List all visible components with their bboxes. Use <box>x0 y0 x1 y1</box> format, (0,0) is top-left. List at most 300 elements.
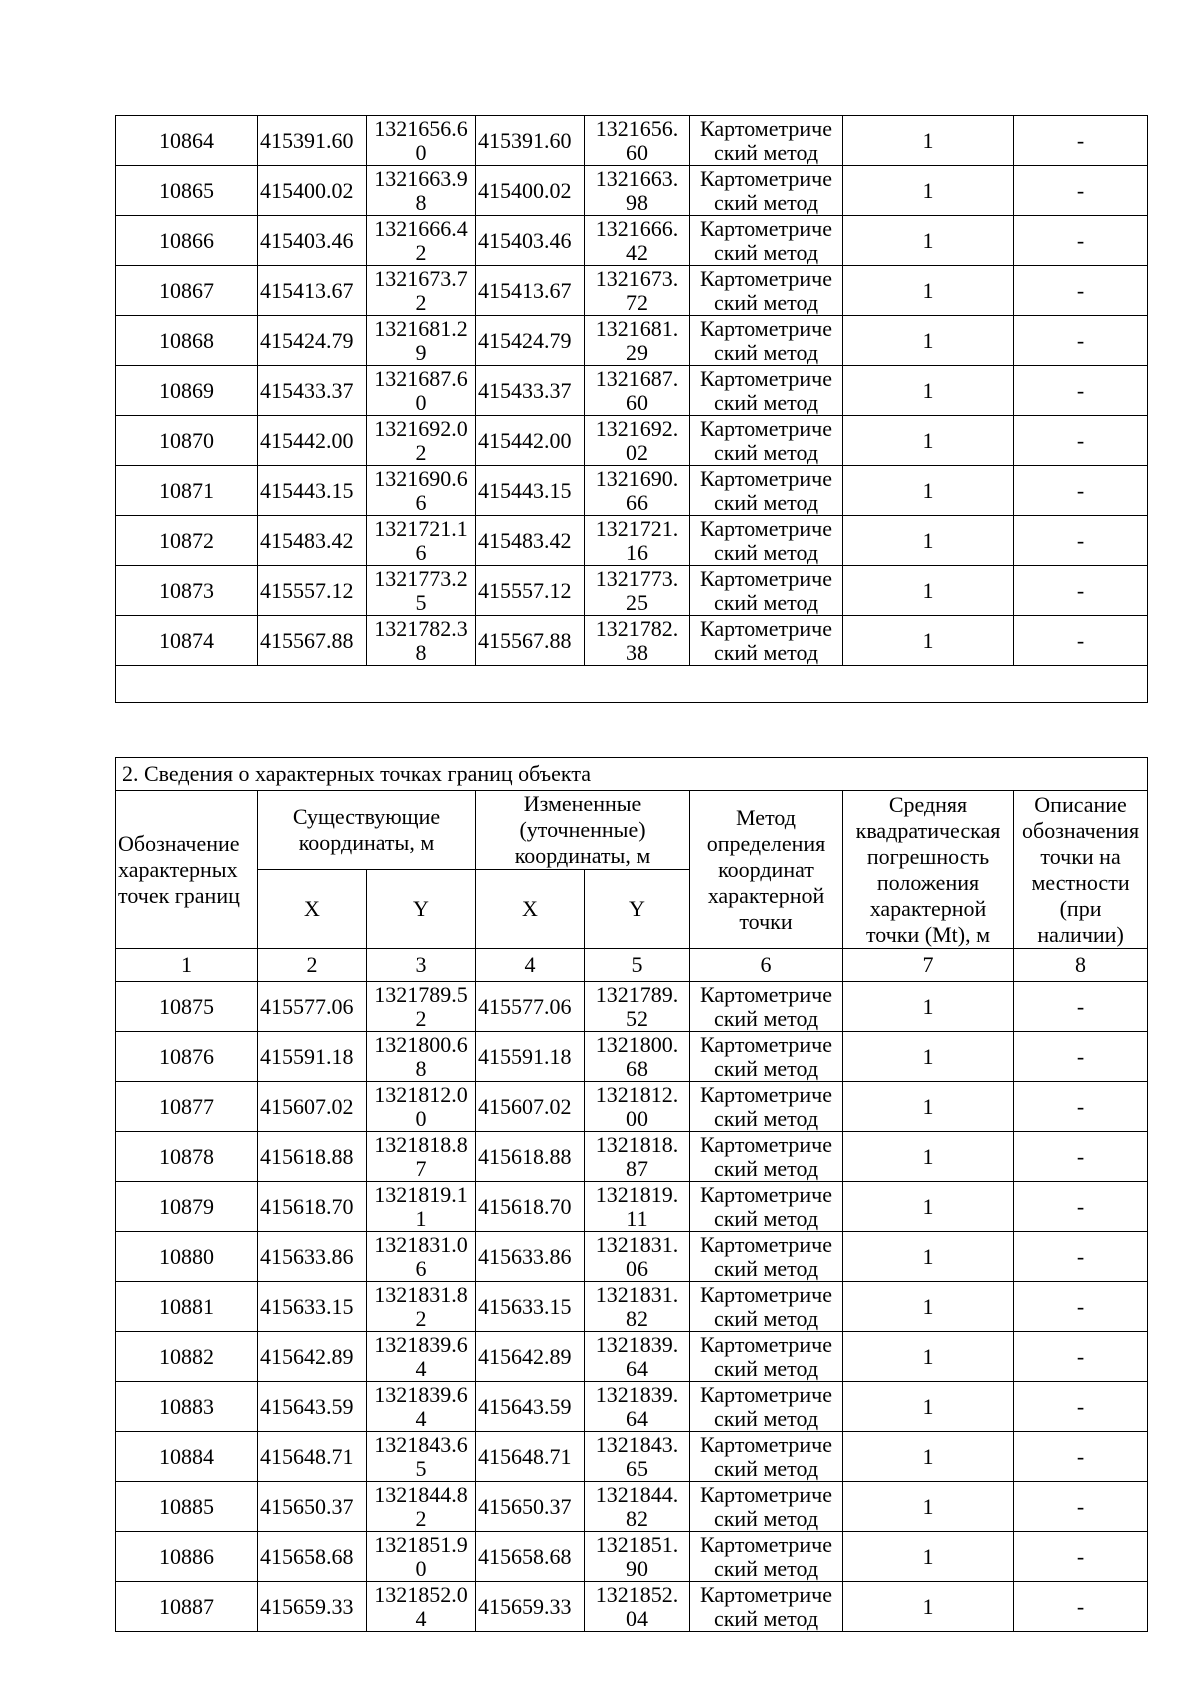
method-line1: Картометриче <box>700 465 832 491</box>
table-row <box>116 1232 1148 1282</box>
table-row <box>116 616 1148 666</box>
changed-y-line1: 1321789. <box>595 981 679 1007</box>
method-line1: Картометриче <box>700 1031 832 1057</box>
description: - <box>1014 616 1148 666</box>
point-id: 10870 <box>116 416 258 466</box>
changed-x: 415424.79 <box>476 316 585 366</box>
changed-y-line1: 1321782. <box>595 615 679 641</box>
table-row <box>116 316 1148 366</box>
existing-y-line2: 2 <box>415 1505 427 1531</box>
changed-x: 415443.15 <box>476 466 585 516</box>
changed-x: 415442.00 <box>476 416 585 466</box>
method-line2: ский метод <box>713 589 819 615</box>
changed-y-line1: 1321692. <box>595 415 679 441</box>
changed-y <box>585 1532 690 1582</box>
table-row <box>116 982 1148 1032</box>
mean-error: 1 <box>843 616 1014 666</box>
changed-y <box>585 1382 690 1432</box>
changed-y-line1: 1321819. <box>595 1181 679 1207</box>
header-existing-y: Y <box>367 870 476 949</box>
changed-y <box>585 166 690 216</box>
existing-y-line1: 1321690.6 <box>374 465 468 491</box>
header-existing-x: X <box>258 870 367 949</box>
header-point-designation: Обозначение характерных точек границ <box>116 791 258 949</box>
column-number: 1 <box>116 949 258 982</box>
existing-y-line2: 0 <box>415 139 427 165</box>
table-row <box>116 1182 1148 1232</box>
changed-y-line1: 1321800. <box>595 1031 679 1057</box>
existing-y-line1: 1321831.0 <box>374 1231 468 1257</box>
changed-y-line1: 1321839. <box>595 1331 679 1357</box>
existing-y <box>367 1532 476 1582</box>
method <box>690 1432 843 1482</box>
column-number: 2 <box>258 949 367 982</box>
existing-x: 415567.88 <box>258 616 367 666</box>
table-row <box>116 1432 1148 1482</box>
table-row <box>116 1282 1148 1332</box>
mean-error: 1 <box>843 1432 1014 1482</box>
existing-x: 415442.00 <box>258 416 367 466</box>
changed-x: 415650.37 <box>476 1482 585 1532</box>
method-line2: ский метод <box>713 489 819 515</box>
point-id: 10869 <box>116 366 258 416</box>
point-id: 10871 <box>116 466 258 516</box>
existing-x: 415443.15 <box>258 466 367 516</box>
changed-y <box>585 982 690 1032</box>
changed-x: 415642.89 <box>476 1332 585 1382</box>
mean-error: 1 <box>843 1132 1014 1182</box>
existing-y-line1: 1321819.1 <box>374 1181 468 1207</box>
column-number: 7 <box>843 949 1014 982</box>
point-id: 10866 <box>116 216 258 266</box>
changed-y-line2: 65 <box>626 1455 648 1481</box>
existing-y-line2: 2 <box>415 239 427 265</box>
changed-x: 415658.68 <box>476 1532 585 1582</box>
header-changed-coordinates: Измененные (уточненные) координаты, м <box>476 791 690 870</box>
changed-y-line2: 16 <box>626 539 648 565</box>
existing-x: 415403.46 <box>258 216 367 266</box>
changed-y-line1: 1321839. <box>595 1381 679 1407</box>
method-line2: ский метод <box>713 239 819 265</box>
method <box>690 1032 843 1082</box>
description: - <box>1014 1282 1148 1332</box>
point-id: 10873 <box>116 566 258 616</box>
existing-y <box>367 216 476 266</box>
point-id: 10881 <box>116 1282 258 1332</box>
mean-error: 1 <box>843 466 1014 516</box>
changed-y-line1: 1321812. <box>595 1081 679 1107</box>
existing-x: 415648.71 <box>258 1432 367 1482</box>
point-id: 10875 <box>116 982 258 1032</box>
changed-x: 415557.12 <box>476 566 585 616</box>
method <box>690 1532 843 1582</box>
existing-x: 415659.33 <box>258 1582 367 1632</box>
description: - <box>1014 266 1148 316</box>
description: - <box>1014 1132 1148 1182</box>
changed-y-line1: 1321851. <box>595 1531 679 1557</box>
existing-x: 415433.37 <box>258 366 367 416</box>
table-row <box>116 1582 1148 1632</box>
column-number: 5 <box>585 949 690 982</box>
column-number: 8 <box>1014 949 1148 982</box>
header-changed-x: X <box>476 870 585 949</box>
table-row <box>116 466 1148 516</box>
method <box>690 1282 843 1332</box>
column-number: 6 <box>690 949 843 982</box>
existing-y <box>367 982 476 1032</box>
existing-y <box>367 166 476 216</box>
table-row <box>116 1382 1148 1432</box>
existing-x: 415643.59 <box>258 1382 367 1432</box>
existing-x: 415658.68 <box>258 1532 367 1582</box>
changed-y-line2: 87 <box>626 1155 648 1181</box>
changed-x: 415607.02 <box>476 1082 585 1132</box>
existing-y-line1: 1321843.6 <box>374 1431 468 1457</box>
existing-x: 415577.06 <box>258 982 367 1032</box>
existing-y-line1: 1321687.6 <box>374 365 468 391</box>
table-row <box>116 566 1148 616</box>
point-id: 10882 <box>116 1332 258 1382</box>
existing-y-line2: 0 <box>415 1555 427 1581</box>
description: - <box>1014 1182 1148 1232</box>
method <box>690 1382 843 1432</box>
method-line1: Картометриче <box>700 415 832 441</box>
existing-y-line2: 8 <box>415 1055 427 1081</box>
method <box>690 1232 843 1282</box>
existing-y-line2: 5 <box>415 1455 427 1481</box>
method-line1: Картометриче <box>700 1581 832 1607</box>
point-id: 10864 <box>116 116 258 166</box>
existing-x: 415591.18 <box>258 1032 367 1082</box>
description: - <box>1014 566 1148 616</box>
method-line2: ский метод <box>713 289 819 315</box>
changed-y-line2: 68 <box>626 1055 648 1081</box>
existing-y-line1: 1321818.8 <box>374 1131 468 1157</box>
description: - <box>1014 366 1148 416</box>
table-row <box>116 1032 1148 1082</box>
changed-x: 415591.18 <box>476 1032 585 1082</box>
existing-y <box>367 316 476 366</box>
mean-error: 1 <box>843 516 1014 566</box>
point-id: 10885 <box>116 1482 258 1532</box>
method <box>690 1182 843 1232</box>
existing-y-line1: 1321663.9 <box>374 165 468 191</box>
mean-error: 1 <box>843 1532 1014 1582</box>
point-id: 10878 <box>116 1132 258 1182</box>
changed-y-line2: 02 <box>626 439 648 465</box>
existing-y-line2: 0 <box>415 389 427 415</box>
table-row <box>116 366 1148 416</box>
table-row <box>116 1332 1148 1382</box>
existing-x: 415633.15 <box>258 1282 367 1332</box>
existing-y <box>367 1182 476 1232</box>
header-existing-coordinates: Существующие координаты, м <box>258 791 476 870</box>
changed-y-line2: 82 <box>626 1505 648 1531</box>
changed-y <box>585 216 690 266</box>
mean-error: 1 <box>843 1482 1014 1532</box>
method-line1: Картометриче <box>700 565 832 591</box>
method <box>690 982 843 1032</box>
table-row <box>116 1482 1148 1532</box>
changed-y <box>585 1432 690 1482</box>
existing-y <box>367 616 476 666</box>
method-line1: Картометриче <box>700 1131 832 1157</box>
changed-y-line1: 1321818. <box>595 1131 679 1157</box>
method-line2: ский метод <box>713 1605 819 1631</box>
changed-y <box>585 1482 690 1532</box>
method-line1: Картометриче <box>700 981 832 1007</box>
existing-y <box>367 1432 476 1482</box>
method-line2: ский метод <box>713 1005 819 1031</box>
description: - <box>1014 1032 1148 1082</box>
changed-x: 415413.67 <box>476 266 585 316</box>
point-id: 10876 <box>116 1032 258 1082</box>
changed-y-line2: 29 <box>626 339 648 365</box>
point-id: 10867 <box>116 266 258 316</box>
method-line1: Картометриче <box>700 115 832 141</box>
changed-y-line2: 11 <box>626 1205 648 1231</box>
method <box>690 266 843 316</box>
changed-y-line2: 98 <box>626 189 648 215</box>
existing-y-line2: 4 <box>415 1355 427 1381</box>
description: - <box>1014 316 1148 366</box>
method-line1: Картометриче <box>700 1381 832 1407</box>
method-line2: ский метод <box>713 639 819 665</box>
method-line2: ский метод <box>713 1055 819 1081</box>
changed-x: 415400.02 <box>476 166 585 216</box>
table-row <box>116 516 1148 566</box>
changed-x: 415659.33 <box>476 1582 585 1632</box>
existing-y <box>367 416 476 466</box>
method-line2: ский метод <box>713 389 819 415</box>
table-row <box>116 1132 1148 1182</box>
description: - <box>1014 166 1148 216</box>
column-number-row <box>116 949 1148 982</box>
existing-x: 415400.02 <box>258 166 367 216</box>
mean-error: 1 <box>843 1082 1014 1132</box>
mean-error: 1 <box>843 1582 1014 1632</box>
method <box>690 316 843 366</box>
changed-x: 415577.06 <box>476 982 585 1032</box>
existing-x: 415391.60 <box>258 116 367 166</box>
method-line2: ский метод <box>713 1555 819 1581</box>
method-line2: ский метод <box>713 1505 819 1531</box>
method <box>690 1132 843 1182</box>
existing-y <box>367 116 476 166</box>
description: - <box>1014 516 1148 566</box>
existing-y-line1: 1321852.0 <box>374 1581 468 1607</box>
changed-y-line1: 1321773. <box>595 565 679 591</box>
changed-y <box>585 266 690 316</box>
existing-y <box>367 366 476 416</box>
changed-y-line2: 25 <box>626 589 648 615</box>
changed-y-line2: 00 <box>626 1105 648 1131</box>
point-id: 10886 <box>116 1532 258 1582</box>
existing-y <box>367 1332 476 1382</box>
existing-y-line2: 0 <box>415 1105 427 1131</box>
changed-y <box>585 466 690 516</box>
point-id: 10880 <box>116 1232 258 1282</box>
changed-y-line2: 42 <box>626 239 648 265</box>
changed-y-line2: 64 <box>626 1355 648 1381</box>
changed-y <box>585 116 690 166</box>
section-title: 2. Сведения о характерных точках границ объекта <box>116 758 1148 791</box>
changed-y-line2: 06 <box>626 1255 648 1281</box>
point-id: 10877 <box>116 1082 258 1132</box>
table-row <box>116 416 1148 466</box>
table-row <box>116 1082 1148 1132</box>
changed-x: 415633.86 <box>476 1232 585 1282</box>
changed-y-line2: 52 <box>626 1005 648 1031</box>
changed-y-line1: 1321656. <box>595 115 679 141</box>
description: - <box>1014 1382 1148 1432</box>
existing-y-line1: 1321812.0 <box>374 1081 468 1107</box>
existing-y-line1: 1321844.8 <box>374 1481 468 1507</box>
changed-y-line1: 1321690. <box>595 465 679 491</box>
table-row <box>116 1532 1148 1582</box>
existing-y-line1: 1321721.1 <box>374 515 468 541</box>
method-line1: Картометриче <box>700 1181 832 1207</box>
boundary-points-table <box>115 757 1148 1632</box>
table-row <box>116 116 1148 166</box>
changed-y <box>585 366 690 416</box>
changed-y <box>585 416 690 466</box>
method-line2: ский метод <box>713 1355 819 1381</box>
method-line1: Картометриче <box>700 1281 832 1307</box>
column-number: 3 <box>367 949 476 982</box>
changed-x: 415643.59 <box>476 1382 585 1432</box>
method-line1: Картометриче <box>700 515 832 541</box>
existing-y <box>367 1132 476 1182</box>
method-line2: ский метод <box>713 539 819 565</box>
method <box>690 116 843 166</box>
changed-y <box>585 1332 690 1382</box>
mean-error: 1 <box>843 416 1014 466</box>
existing-y-line2: 2 <box>415 289 427 315</box>
changed-y <box>585 1082 690 1132</box>
method-line1: Картометриче <box>700 165 832 191</box>
method-line1: Картометриче <box>700 1431 832 1457</box>
method-line2: ский метод <box>713 1305 819 1331</box>
existing-y-line2: 8 <box>415 189 427 215</box>
changed-y-line1: 1321844. <box>595 1481 679 1507</box>
existing-y-line2: 6 <box>415 539 427 565</box>
changed-y <box>585 1232 690 1282</box>
changed-x: 415567.88 <box>476 616 585 666</box>
existing-x: 415557.12 <box>258 566 367 616</box>
existing-x: 415483.42 <box>258 516 367 566</box>
changed-y-line1: 1321721. <box>595 515 679 541</box>
method-line2: ский метод <box>713 139 819 165</box>
method-line2: ский метод <box>713 1255 819 1281</box>
existing-y-line1: 1321831.8 <box>374 1281 468 1307</box>
method-line1: Картометриче <box>700 615 832 641</box>
mean-error: 1 <box>843 216 1014 266</box>
existing-y-line2: 5 <box>415 589 427 615</box>
point-id: 10879 <box>116 1182 258 1232</box>
description: - <box>1014 1232 1148 1282</box>
method-line2: ский метод <box>713 1205 819 1231</box>
mean-error: 1 <box>843 316 1014 366</box>
description: - <box>1014 1582 1148 1632</box>
changed-y-line1: 1321852. <box>595 1581 679 1607</box>
description: - <box>1014 216 1148 266</box>
existing-y-line1: 1321789.5 <box>374 981 468 1007</box>
existing-y-line2: 2 <box>415 1005 427 1031</box>
method <box>690 466 843 516</box>
mean-error: 1 <box>843 1332 1014 1382</box>
mean-error: 1 <box>843 266 1014 316</box>
changed-y <box>585 1282 690 1332</box>
existing-y-line1: 1321673.7 <box>374 265 468 291</box>
existing-y-line1: 1321681.2 <box>374 315 468 341</box>
changed-y-line2: 72 <box>626 289 648 315</box>
coordinates-table-continued <box>115 115 1148 703</box>
method <box>690 616 843 666</box>
changed-x: 415403.46 <box>476 216 585 266</box>
existing-y-line2: 2 <box>415 439 427 465</box>
existing-y-line2: 6 <box>415 489 427 515</box>
existing-y <box>367 1082 476 1132</box>
method-line2: ский метод <box>713 1105 819 1131</box>
description: - <box>1014 1482 1148 1532</box>
mean-error: 1 <box>843 1032 1014 1082</box>
changed-x: 415483.42 <box>476 516 585 566</box>
header-row <box>116 791 1148 870</box>
existing-y-line1: 1321839.6 <box>374 1331 468 1357</box>
existing-y <box>367 1382 476 1432</box>
changed-y-line1: 1321843. <box>595 1431 679 1457</box>
table-row <box>116 266 1148 316</box>
point-id: 10887 <box>116 1582 258 1632</box>
changed-x: 415391.60 <box>476 116 585 166</box>
changed-y <box>585 316 690 366</box>
description: - <box>1014 982 1148 1032</box>
existing-y-line2: 4 <box>415 1605 427 1631</box>
existing-y <box>367 1482 476 1532</box>
method-line1: Картометриче <box>700 215 832 241</box>
column-number: 4 <box>476 949 585 982</box>
existing-y-line2: 9 <box>415 339 427 365</box>
method-line1: Картометриче <box>700 1231 832 1257</box>
existing-x: 415618.88 <box>258 1132 367 1182</box>
method-line1: Картометриче <box>700 315 832 341</box>
changed-y <box>585 1582 690 1632</box>
changed-y-line2: 82 <box>626 1305 648 1331</box>
point-id: 10865 <box>116 166 258 216</box>
method <box>690 1082 843 1132</box>
changed-y <box>585 1032 690 1082</box>
point-id: 10874 <box>116 616 258 666</box>
changed-x: 415618.70 <box>476 1182 585 1232</box>
table-title-row <box>116 758 1148 791</box>
method-line1: Картометриче <box>700 1531 832 1557</box>
mean-error: 1 <box>843 1382 1014 1432</box>
description: - <box>1014 416 1148 466</box>
existing-x: 415650.37 <box>258 1482 367 1532</box>
existing-y <box>367 1582 476 1632</box>
existing-y-line1: 1321692.0 <box>374 415 468 441</box>
existing-y <box>367 566 476 616</box>
method-line1: Картометриче <box>700 265 832 291</box>
changed-y-line1: 1321831. <box>595 1231 679 1257</box>
existing-x: 415618.70 <box>258 1182 367 1232</box>
method-line1: Картометриче <box>700 365 832 391</box>
existing-y-line2: 8 <box>415 639 427 665</box>
point-id: 10872 <box>116 516 258 566</box>
existing-y-line2: 4 <box>415 1405 427 1431</box>
method-line1: Картометриче <box>700 1331 832 1357</box>
